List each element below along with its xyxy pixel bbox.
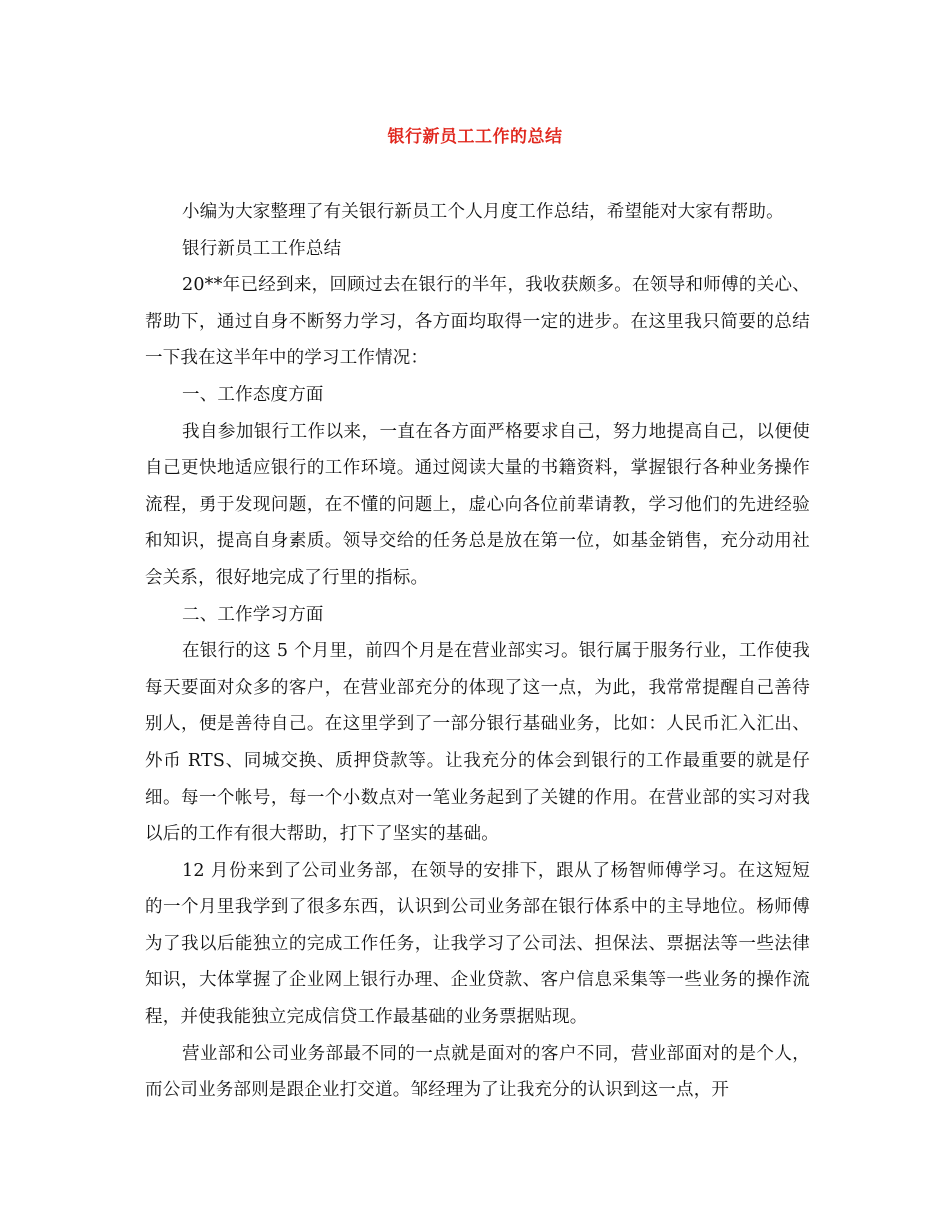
paragraph-overview: 20**年已经到来，回顾过去在银行的半年，我收获颇多。在领导和师傅的关心、帮助下，通过自身不断努力学习，各方面均取得一定的进步。在这里我只简要的总结一下我在这半年中的学习工作情况： (145, 275, 810, 369)
paragraph-difference: 营业部和公司业务部最不同的一点就是面对的客户不同，营业部面对的是个人，而公司业务部则是跟企业打交道。邹经理为了让我充分的认识到这一点，开 (145, 1043, 810, 1101)
paragraph-intro: 小编为大家整理了有关银行新员工个人月度工作总结，希望能对大家有帮助。 (182, 202, 784, 222)
paragraph-corporate-dept: 12 月份来到了公司业务部，在领导的安排下，跟从了杨智师傅学习。在这短短的一个月里我学到了很多东西，认识到公司业务部在银行体系中的主导地位。杨师傅为了我以后能独立的完成工作任务，让我学习了公司法、担保法、票据法等一些法律知识，大体掌握了企业网上银行办理、企业贷款、客户信息采集等一些业务的操作流程，并使我能独立完成信贷工作最基础的业务票据贴现。 (145, 860, 810, 1028)
paragraph-subtitle: 银行新员工工作总结 (182, 238, 342, 259)
paragraph-business-dept: 在银行的这 5 个月里，前四个月是在营业部实习。银行属于服务行业，工作使我每天要面对众多的客户，在营业部充分的体现了这一点，为此，我常常提醒自己善待别人，便是善待自己。在这里学到了一部分银行基础业务，比如：人民币汇入汇出、外币 RTS、同城交换、质押贷款等。让我充分的体会到银行的工作最重要的就是仔细。每一个帐号，每一个小数点对一笔业务起到了关键的作用。在营业部的实习对我以后的工作有很大帮助，打下了坚实的基础。 (145, 641, 810, 845)
document-title: 银行新员工工作的总结 (387, 127, 563, 147)
document-body (145, 194, 810, 1109)
section-heading-attitude: 一、工作态度方面 (182, 384, 324, 405)
paragraph-attitude: 我自参加银行工作以来，一直在各方面严格要求自己，努力地提高自己，以便使自己更快地适应银行的工作环境。通过阅读大量的书籍资料，掌握银行各种业务操作流程，勇于发现问题，在不懂的问题上，虚心向各位前辈请教，学习他们的先进经验和知识，提高自身素质。领导交给的任务总是放在第一位，如基金销售，充分动用社会关系，很好地完成了行里的指标。 (145, 421, 810, 588)
section-heading-learning: 二、工作学习方面 (182, 604, 324, 625)
